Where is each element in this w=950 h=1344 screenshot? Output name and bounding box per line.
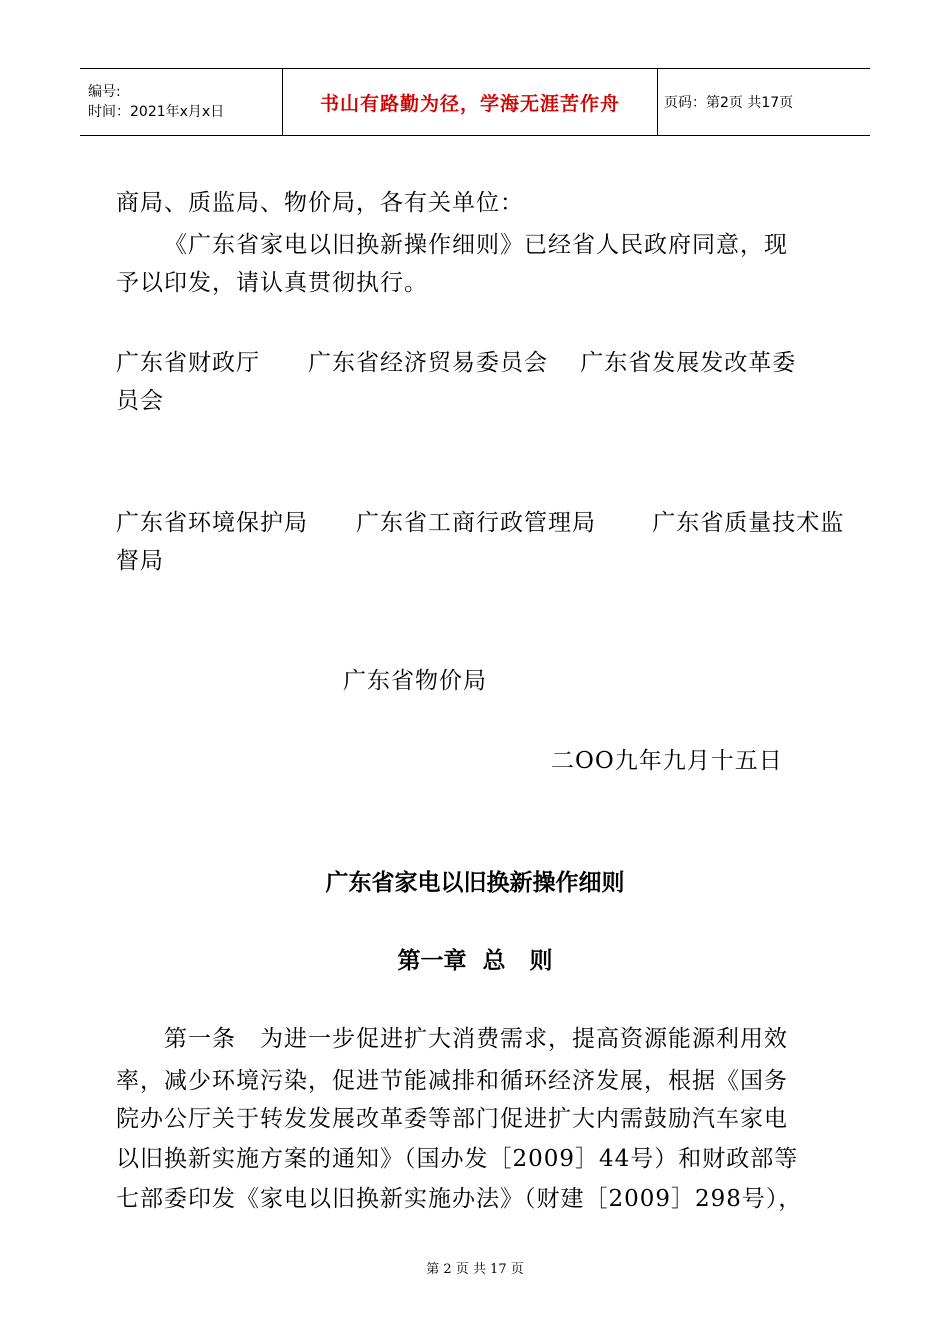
- document-title: 广东省家电以旧换新操作细则: [325, 870, 625, 896]
- signatory-line: 员会: [116, 388, 164, 414]
- header-page-info-cell: [658, 69, 870, 135]
- signatory-line: 督局: [116, 548, 164, 574]
- body-line: 予以印发，请认真贯彻执行。: [116, 270, 428, 296]
- header-time-label: 时间：2021年x月x日: [88, 104, 225, 120]
- signatory-line: 广东省环境保护局 广东省工商行政管理局 广东省质量技术监: [116, 510, 845, 536]
- article-line: 七部委印发《家电以旧换新实施办法》（财建［2009］298号），: [116, 1186, 803, 1212]
- header-motto-cell: [282, 69, 658, 135]
- body-line: 商局、质监局、物价局，各有关单位：: [116, 190, 524, 216]
- article-line: 率，减少环境污染，促进节能减排和循环经济发展，根据《国务: [116, 1068, 788, 1094]
- page-footer: 第 2 页 共 17 页: [426, 1262, 524, 1277]
- document-date: 二OO九年九月十五日: [551, 748, 783, 774]
- header-page-info: 页码：第2页 共17页: [664, 95, 794, 111]
- chapter-title: 第一章 总 则: [397, 948, 553, 974]
- header-number-label: 编号:: [88, 84, 121, 100]
- body-line: 《广东省家电以旧换新操作细则》已经省人民政府同意，现: [164, 232, 788, 258]
- signatory-line: 广东省物价局: [343, 668, 487, 694]
- article-line: 第一条 为进一步促进扩大消费需求，提高资源能源利用效: [164, 1026, 788, 1052]
- header-meta: [80, 69, 282, 135]
- signatory-line: 广东省财政厅 广东省经济贸易委员会 广东省发展发改革委: [116, 350, 797, 376]
- header-motto: 书山有路勤为径，学海无涯苦作舟: [319, 92, 620, 115]
- page-header: [80, 68, 870, 136]
- article-line: 以旧换新实施方案的通知》（国办发［2009］44号）和财政部等: [116, 1146, 799, 1172]
- article-line: 院办公厅关于转发发展改革委等部门促进扩大内需鼓励汽车家电: [116, 1106, 788, 1132]
